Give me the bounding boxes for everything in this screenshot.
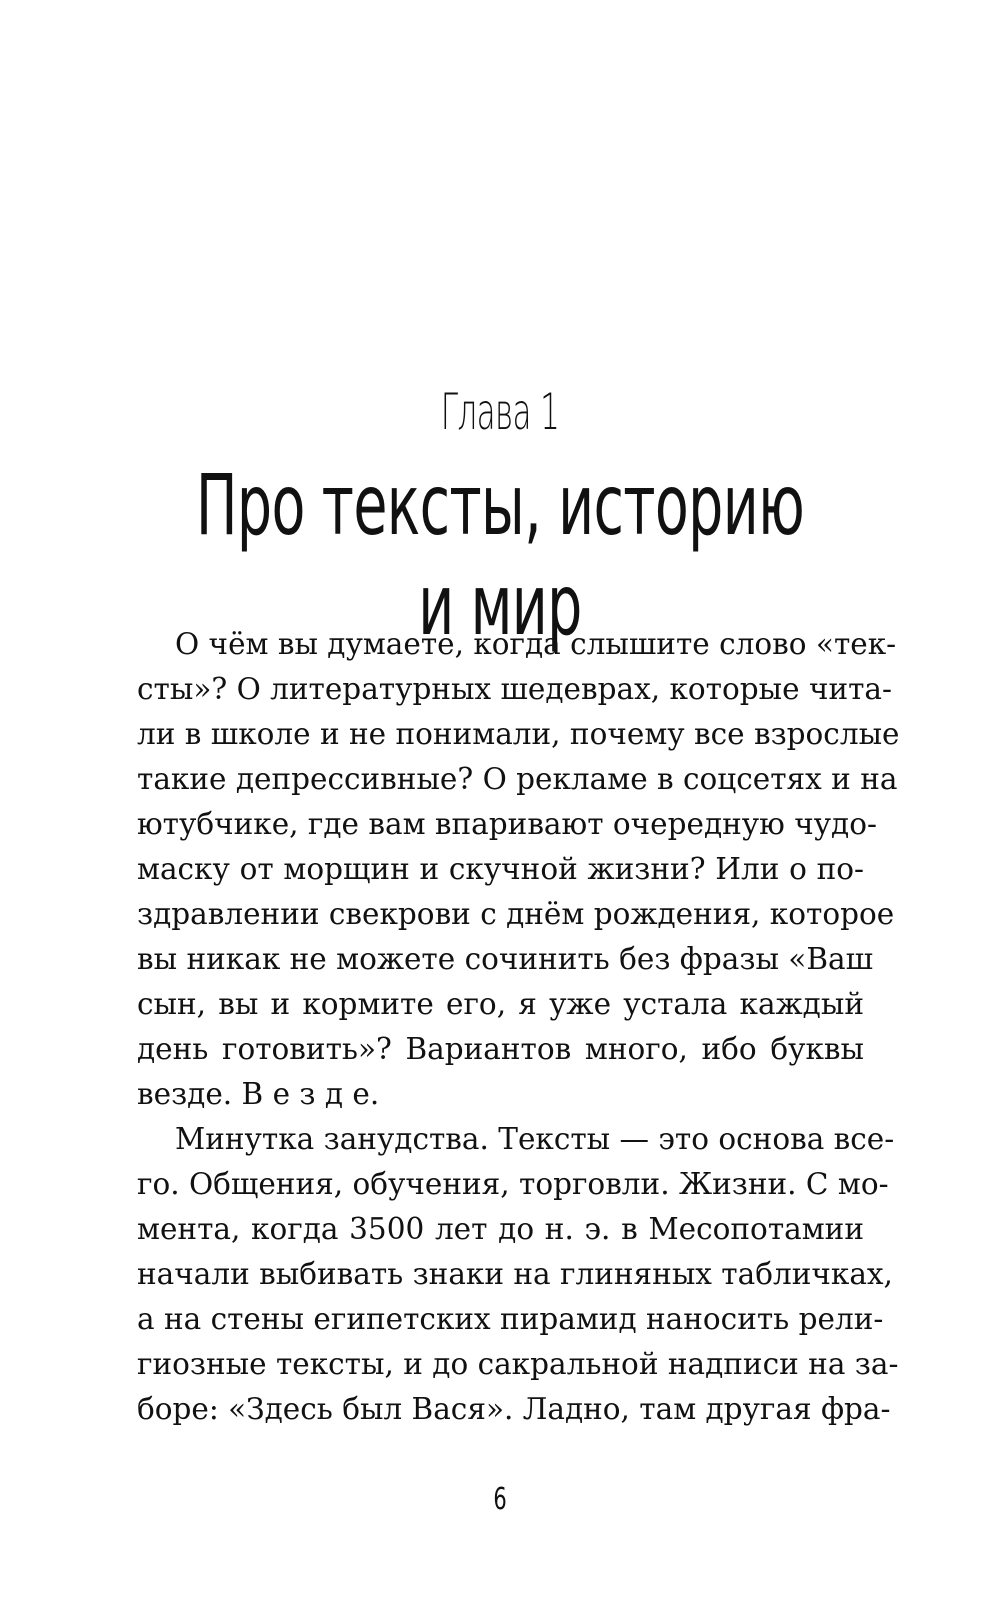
text-line: сын, вы и кормите его, я уже устала каждый xyxy=(137,987,864,1021)
text-line: начали выбивать знаки на глиняных табличках, xyxy=(137,1257,893,1291)
text-line: маску от морщин и скучной жизни? Или о по- xyxy=(137,852,864,886)
text-line: боре: «Здесь был Вася». Ладно, там другая фра- xyxy=(137,1392,891,1426)
text-line: а на стены египетских пирамид наносить рели- xyxy=(137,1302,884,1336)
text-line: ютубчике, где вам впаривают очередную чудо- xyxy=(137,807,877,841)
text-line: день готовить»? Вариантов много, ибо буквы xyxy=(137,1032,864,1066)
text-line: вы никак не можете сочинить без фразы «Ваш xyxy=(137,942,874,976)
text-line: О чём вы думаете, когда слышите слово «тек- xyxy=(175,627,897,661)
text-line: везде. В е з д е. xyxy=(137,1077,380,1111)
body-text xyxy=(137,622,900,1432)
text-line: сты»? О литературных шедеврах, которые чита- xyxy=(137,672,892,706)
text-line: гиозные тексты, и до сакральной надписи на за- xyxy=(137,1347,899,1381)
text-line: Минутка занудства. Тексты — это основа все- xyxy=(175,1122,895,1156)
text-line: ли в школе и не понимали, почему все взрослые xyxy=(137,717,900,751)
text-line: го. Общения, обучения, торговли. Жизни. С мо- xyxy=(137,1167,889,1201)
chapter-label: Глава 1 xyxy=(440,383,560,441)
text-line: мента, когда 3500 лет до н. э. в Месопотамии xyxy=(137,1212,864,1246)
chapter-title: Про тексты, историю и мир xyxy=(195,456,805,654)
page-number: 6 xyxy=(493,1482,507,1517)
text-line: такие депрессивные? О рекламе в соцсетях и на xyxy=(137,762,898,796)
text-line: здравлении свекрови с днём рождения, которое xyxy=(137,897,895,931)
